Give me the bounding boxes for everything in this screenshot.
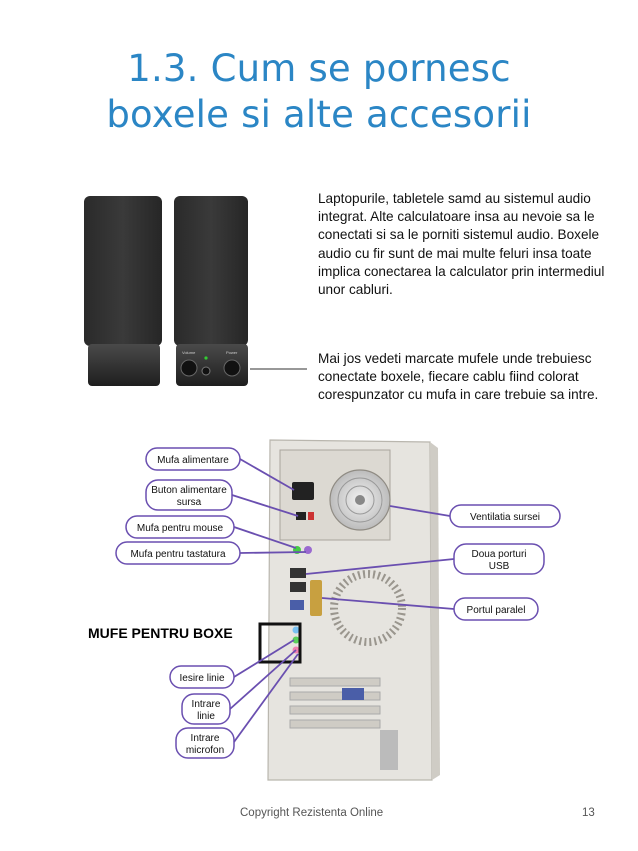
connectors-paragraph: Mai jos vedeti marcate mufele unde trebuiesc conectate boxele, fiecare cablu fiind colorat corespunzator cu mufa in care trebuie sa intre. xyxy=(318,351,599,403)
label-mufa-tastatura: Mufa pentru tastatura xyxy=(130,549,226,560)
label-intrare-microfon-line2: microfon xyxy=(185,745,225,756)
intro-paragraph: Laptopurile, tabletele samd au sistemul audio integrat. Alte calculatoare insa au nevoie sa le conectati si sa le porniti sistemul audio. Boxele audio cu fir sunt de mai multe feluri insa toate implica conectarea la calculator prin intermediul unor cabluri. xyxy=(318,191,605,298)
label-ventilatia-sursei: Ventilatia sursei xyxy=(469,512,541,523)
label-intrare-linie-line1: Intrare xyxy=(191,699,221,710)
pc-back-panel-illustration xyxy=(88,430,570,785)
label-buton-alimentare-line1: Buton alimentare xyxy=(151,485,227,496)
label-mufa-alimentare: Mufa alimentare xyxy=(157,455,229,466)
label-mufa-mouse: Mufa pentru mouse xyxy=(136,523,224,534)
speakers-illustration xyxy=(82,188,307,388)
label-usb-line1: Doua porturi xyxy=(471,549,527,560)
label-intrare-linie-line2: linie xyxy=(197,711,215,722)
mufe-pentru-boxe-heading: MUFE PENTRU BOXE xyxy=(88,625,233,641)
power-label: Power xyxy=(226,350,238,355)
label-buton-alimentare-line2: sursa xyxy=(176,497,202,508)
label-iesire-linie: Iesire linie xyxy=(179,673,225,684)
title-line-1: 1.3. Cum se pornesc xyxy=(127,47,511,90)
label-intrare-microfon-line1: Intrare xyxy=(190,733,220,744)
label-usb-line2: USB xyxy=(488,561,510,572)
page-number: 13 xyxy=(582,807,595,819)
footer-copyright: Copyright Rezistenta Online xyxy=(240,807,384,819)
title-line-2: boxele si alte accesorii xyxy=(106,93,532,136)
page-title xyxy=(0,46,638,138)
volume-label: Volume xyxy=(182,350,196,355)
label-portul-paralel: Portul paralel xyxy=(466,605,526,616)
